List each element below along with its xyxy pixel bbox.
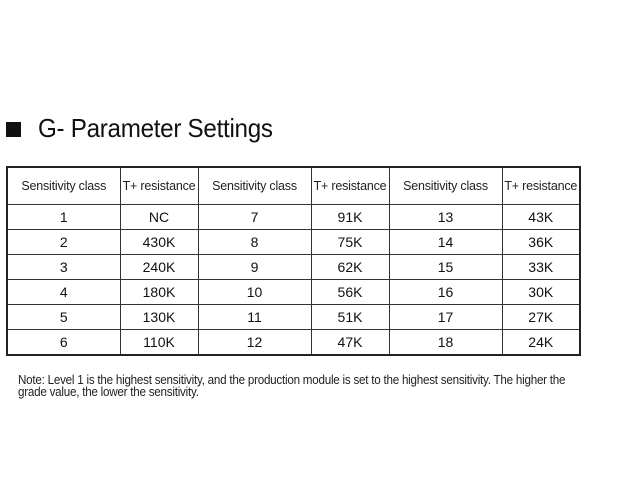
table-cell: 16	[389, 280, 502, 305]
table-row	[7, 305, 580, 330]
table-cell: 110K	[120, 330, 198, 356]
table-row	[7, 205, 580, 230]
table-cell: 36K	[502, 230, 580, 255]
column-header-t-resistance: T+ resistance	[311, 167, 389, 205]
table-cell: 43K	[502, 205, 580, 230]
table-cell: NC	[120, 205, 198, 230]
table-cell: 51K	[311, 305, 389, 330]
column-header-sensitivity-class: Sensitivity class	[198, 167, 311, 205]
table-cell: 5	[7, 305, 120, 330]
sensitivity-note: Note: Level 1 is the highest sensitivity, and the production module is set to the highest sensitivity. The higher the grade value, the lower the sensitivity.	[18, 373, 566, 399]
table-cell: 15	[389, 255, 502, 280]
table-cell: 30K	[502, 280, 580, 305]
table-row	[7, 280, 580, 305]
table-cell: 24K	[502, 330, 580, 356]
table-cell: 18	[389, 330, 502, 356]
table-cell: 91K	[311, 205, 389, 230]
table-cell: 56K	[311, 280, 389, 305]
table-cell: 13	[389, 205, 502, 230]
table-cell: 17	[389, 305, 502, 330]
table-cell: 27K	[502, 305, 580, 330]
table-cell: 33K	[502, 255, 580, 280]
parameter-table	[6, 166, 581, 356]
table-cell: 430K	[120, 230, 198, 255]
table-cell: 11	[198, 305, 311, 330]
table-cell: 9	[198, 255, 311, 280]
table-cell: 47K	[311, 330, 389, 356]
column-header-sensitivity-class: Sensitivity class	[389, 167, 502, 205]
table-cell: 4	[7, 280, 120, 305]
table-cell: 14	[389, 230, 502, 255]
table-cell: 75K	[311, 230, 389, 255]
table-cell: 12	[198, 330, 311, 356]
table-cell: 130K	[120, 305, 198, 330]
table-row	[7, 230, 580, 255]
table-header-row	[7, 167, 580, 205]
table-cell: 62K	[311, 255, 389, 280]
section-heading	[6, 112, 290, 144]
table-cell: 3	[7, 255, 120, 280]
table-cell: 240K	[120, 255, 198, 280]
table-cell: 180K	[120, 280, 198, 305]
table-cell: 10	[198, 280, 311, 305]
table-cell: 1	[7, 205, 120, 230]
table-row	[7, 255, 580, 280]
table-cell: 6	[7, 330, 120, 356]
column-header-t-resistance: T+ resistance	[120, 167, 198, 205]
table-cell: 8	[198, 230, 311, 255]
table-cell: 7	[198, 205, 311, 230]
column-header-sensitivity-class: Sensitivity class	[7, 167, 120, 205]
table-cell: 2	[7, 230, 120, 255]
column-header-t-resistance: T+ resistance	[502, 167, 580, 205]
page-title: G- Parameter Settings	[38, 112, 273, 143]
table-row	[7, 330, 580, 356]
black-square-bullet-icon	[6, 122, 21, 137]
